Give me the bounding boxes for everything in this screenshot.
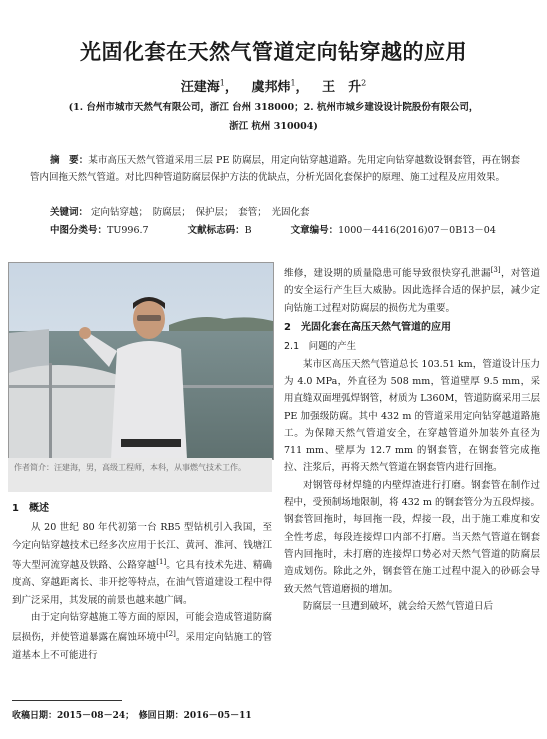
author-list: 汪建海$^1$， 虞邦炜$^1$， 王 升$^2$ bbox=[180, 78, 367, 95]
clc-value: TU996.7 bbox=[107, 225, 149, 236]
author-name: 王 升 bbox=[322, 80, 362, 95]
author-sup: 2 bbox=[361, 78, 367, 88]
citation-ref: [1] bbox=[156, 557, 167, 566]
body-paragraph: 对钢管母材焊缝的内壁焊渣进行打磨。钢套管在制作过程中，受预制场地限制，将 432 m 的钢套管分为五段焊接。钢套管回拖时，每回拖一段，焊接一段，出于施工难度和安全性考虑，每段连接焊口内部不打磨。当天然气管道在钢套管内回拖时，未打磨的连接焊口势必对天然气管道的防腐层造成划伤。除此之外，钢套管在施工过程中混入的砂砾会导致天然气管道磨损的增加。 bbox=[284, 479, 540, 595]
affiliation-line: (1. 台州市城市天然气有限公司，浙江 台州 318000；2. 杭州市城乡建设设计院股份有限公司， bbox=[68, 102, 479, 113]
author-photo-image bbox=[9, 263, 273, 459]
section-heading: 2 光固化套在高压天然气管道的应用 bbox=[284, 322, 451, 334]
keywords-label: 关键词： bbox=[50, 207, 89, 218]
clc-label: 中图分类号： bbox=[50, 225, 108, 236]
body-paragraph: 防腐层一旦遭到破坏，就会给天然气管道日后 bbox=[303, 600, 494, 612]
author-bio-caption: 作者简介：汪建海，男，高级工程师，本科，从事燃气技术工作。 bbox=[8, 458, 272, 492]
citation-ref: [3] bbox=[490, 266, 501, 274]
left-column-body bbox=[12, 498, 272, 664]
section-heading: 1 概述 bbox=[12, 503, 49, 514]
body-paragraph: 由于定向钻穿越施工等方面的原因，可能会造成管道防腐层损伤，并使管道暴露在腐蚀环境中[2]。采用定向钻施工的管道基本上不可能进行 bbox=[12, 611, 272, 661]
body-paragraph: 某市区高压天然气管道总长 103.51 km，管道设计压力为 4.0 MPa，外直径为 508 mm，管道壁厚 9.5 mm，采用直缝双面埋弧焊钢管，材质为 L360M，管道防腐采用三层 PE 加强级防腐。其中 432 m 的管道采用定向钻穿越道路施工。为保障天然气管道安全，在穿越管道外加装外直径为 711 mm、壁厚为 12.7 mm 的钢套管，在钢套管完成拖拉、注浆后，再将天然气管道在钢套管内进行回拖。 bbox=[284, 358, 540, 474]
footnote-rule bbox=[12, 700, 122, 701]
article-no-label: 文章编号： bbox=[290, 225, 339, 236]
citation-ref: [2] bbox=[165, 630, 176, 639]
body-paragraph: 从 20 世纪 80 年代初第一台 RB5 型钻机引入我国，至今定向钻穿越技术已经多次应用于长江、黄河、淮河、钱塘江等大型河流穿越及铁路、公路穿越[1]。它具有技术先进、精确度高、穿越距离长、非开挖等特点，在油气管道建设工程中得到广泛采用，其发展的前景也越来越广阔。 bbox=[12, 522, 272, 606]
abstract-label: 摘 要： bbox=[50, 155, 89, 166]
article-meta bbox=[50, 222, 520, 239]
abstract bbox=[30, 152, 520, 186]
author-sup: 1 bbox=[290, 78, 296, 88]
author-name: 虞邦炜 bbox=[251, 80, 291, 95]
keywords bbox=[50, 204, 520, 221]
right-column-body bbox=[284, 262, 540, 615]
affiliation bbox=[40, 98, 507, 136]
paper-title: 光固化套在天然气管道定向钻穿越的应用 bbox=[80, 40, 467, 64]
author-sup: 1 bbox=[219, 78, 225, 88]
author-name: 汪建海 bbox=[180, 80, 220, 95]
article-no-value: 1000－4416(2016)07－0B13－04 bbox=[338, 225, 496, 236]
affiliation-line: 浙江 杭州 310004) bbox=[229, 121, 318, 132]
body-paragraph: 维修，建设期的质量隐患可能导致很快穿孔泄漏[3]，对管道的安全运行产生巨大威胁。因此选择合适的保护层，减少定向钻施工过程对防腐层的损伤尤为重要。 bbox=[284, 266, 540, 314]
doc-code-label: 文献标志码： bbox=[187, 225, 245, 236]
author-photo bbox=[8, 262, 274, 460]
received-date-footnote: 收稿日期：2015－08－24； 修回日期：2016－05－11 bbox=[12, 711, 252, 721]
keywords-text: 定向钻穿越； 防腐层； 保护层； 套管； 光固化套 bbox=[91, 207, 310, 218]
doc-code-value: B bbox=[244, 225, 252, 236]
abstract-text: 某市高压天然气管道采用三层 PE 防腐层，用定向钻穿越道路。先用定向钻穿越数设钢套管，再在钢套管内回拖天然气管道。对比四种管道防腐层保护方法的优缺点，分析光固化套保护的原理、施工过程及应用效果。 bbox=[30, 155, 520, 183]
subsection-heading: 2.1 问题的产生 bbox=[284, 341, 357, 353]
